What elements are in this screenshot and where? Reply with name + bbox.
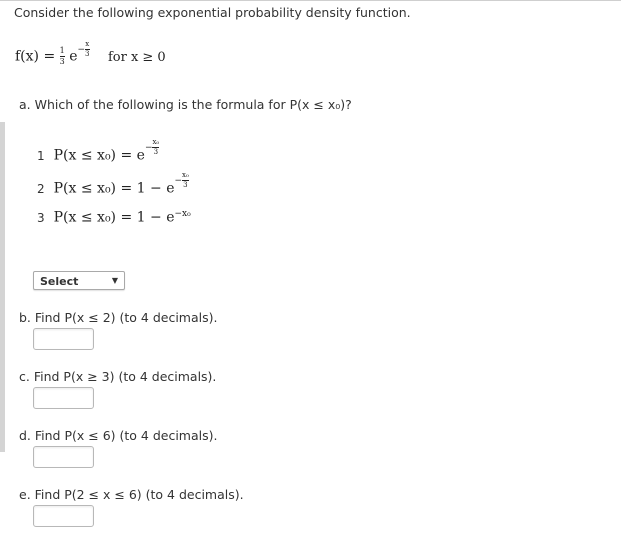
part-e-answer-input[interactable]: [33, 505, 94, 527]
part-a-select[interactable]: [33, 271, 125, 290]
option-3-number: 3: [37, 210, 45, 225]
pdf-exponent: [77, 40, 90, 58]
chevron-down-icon: ▼: [111, 276, 118, 285]
part-b-answer-input[interactable]: [33, 328, 94, 350]
option-3-exponent: −x₀: [174, 209, 191, 219]
part-d-question: d. Find P(x ≤ 6) (to 4 decimals).: [19, 428, 218, 443]
part-d-answer-input[interactable]: [33, 446, 94, 468]
pdf-domain: for x ≥ 0: [107, 49, 166, 65]
option-2-exponent: [174, 171, 189, 189]
pdf-lhs: f(x) =: [15, 48, 60, 65]
option-1-lhs: P(x ≤ x₀) = e: [53, 147, 145, 164]
option-1-number: 1: [37, 148, 45, 163]
part-b-question: b. Find P(x ≤ 2) (to 4 decimals).: [19, 310, 218, 325]
option-2-exp-den: 3: [183, 181, 188, 189]
part-c-question: c. Find P(x ≥ 3) (to 4 decimals).: [19, 369, 217, 384]
option-1-exp-num: x₀: [152, 138, 160, 146]
option-2-exp-sign: −: [174, 176, 183, 186]
option-1-exp-den: 3: [153, 148, 159, 156]
option-2-exp-num: x₀: [182, 171, 189, 179]
option-2-lhs: P(x ≤ x₀) = 1 − e: [53, 180, 175, 197]
pdf-formula: [15, 40, 166, 67]
option-3-lhs: P(x ≤ x₀) = 1 − e: [53, 209, 175, 226]
top-border: [0, 0, 621, 1]
left-scroll-indicator: [0, 122, 5, 452]
pdf-base: e: [69, 48, 78, 65]
select-label: Select: [40, 275, 79, 288]
pdf-coef-den: 3: [59, 57, 65, 67]
option-1: [37, 138, 160, 164]
pdf-exp-num: x: [85, 40, 90, 48]
option-3: [37, 209, 191, 226]
pdf-exp-sign: −: [77, 45, 86, 55]
option-1-exp-sign: −: [144, 143, 153, 153]
option-2-number: 2: [37, 181, 45, 196]
pdf-coefficient: [60, 47, 65, 66]
pdf-coef-num: 1: [59, 46, 65, 56]
part-c-answer-input[interactable]: [33, 387, 94, 409]
part-e-question: e. Find P(2 ≤ x ≤ 6) (to 4 decimals).: [19, 487, 244, 502]
intro-text: Consider the following exponential probability density function.: [14, 5, 411, 20]
part-a-question: a. Which of the following is the formula for P(x ≤ x₀)?: [19, 97, 352, 112]
option-2: [37, 171, 189, 197]
option-1-exponent: [144, 138, 160, 156]
pdf-exp-den: 3: [85, 50, 90, 58]
